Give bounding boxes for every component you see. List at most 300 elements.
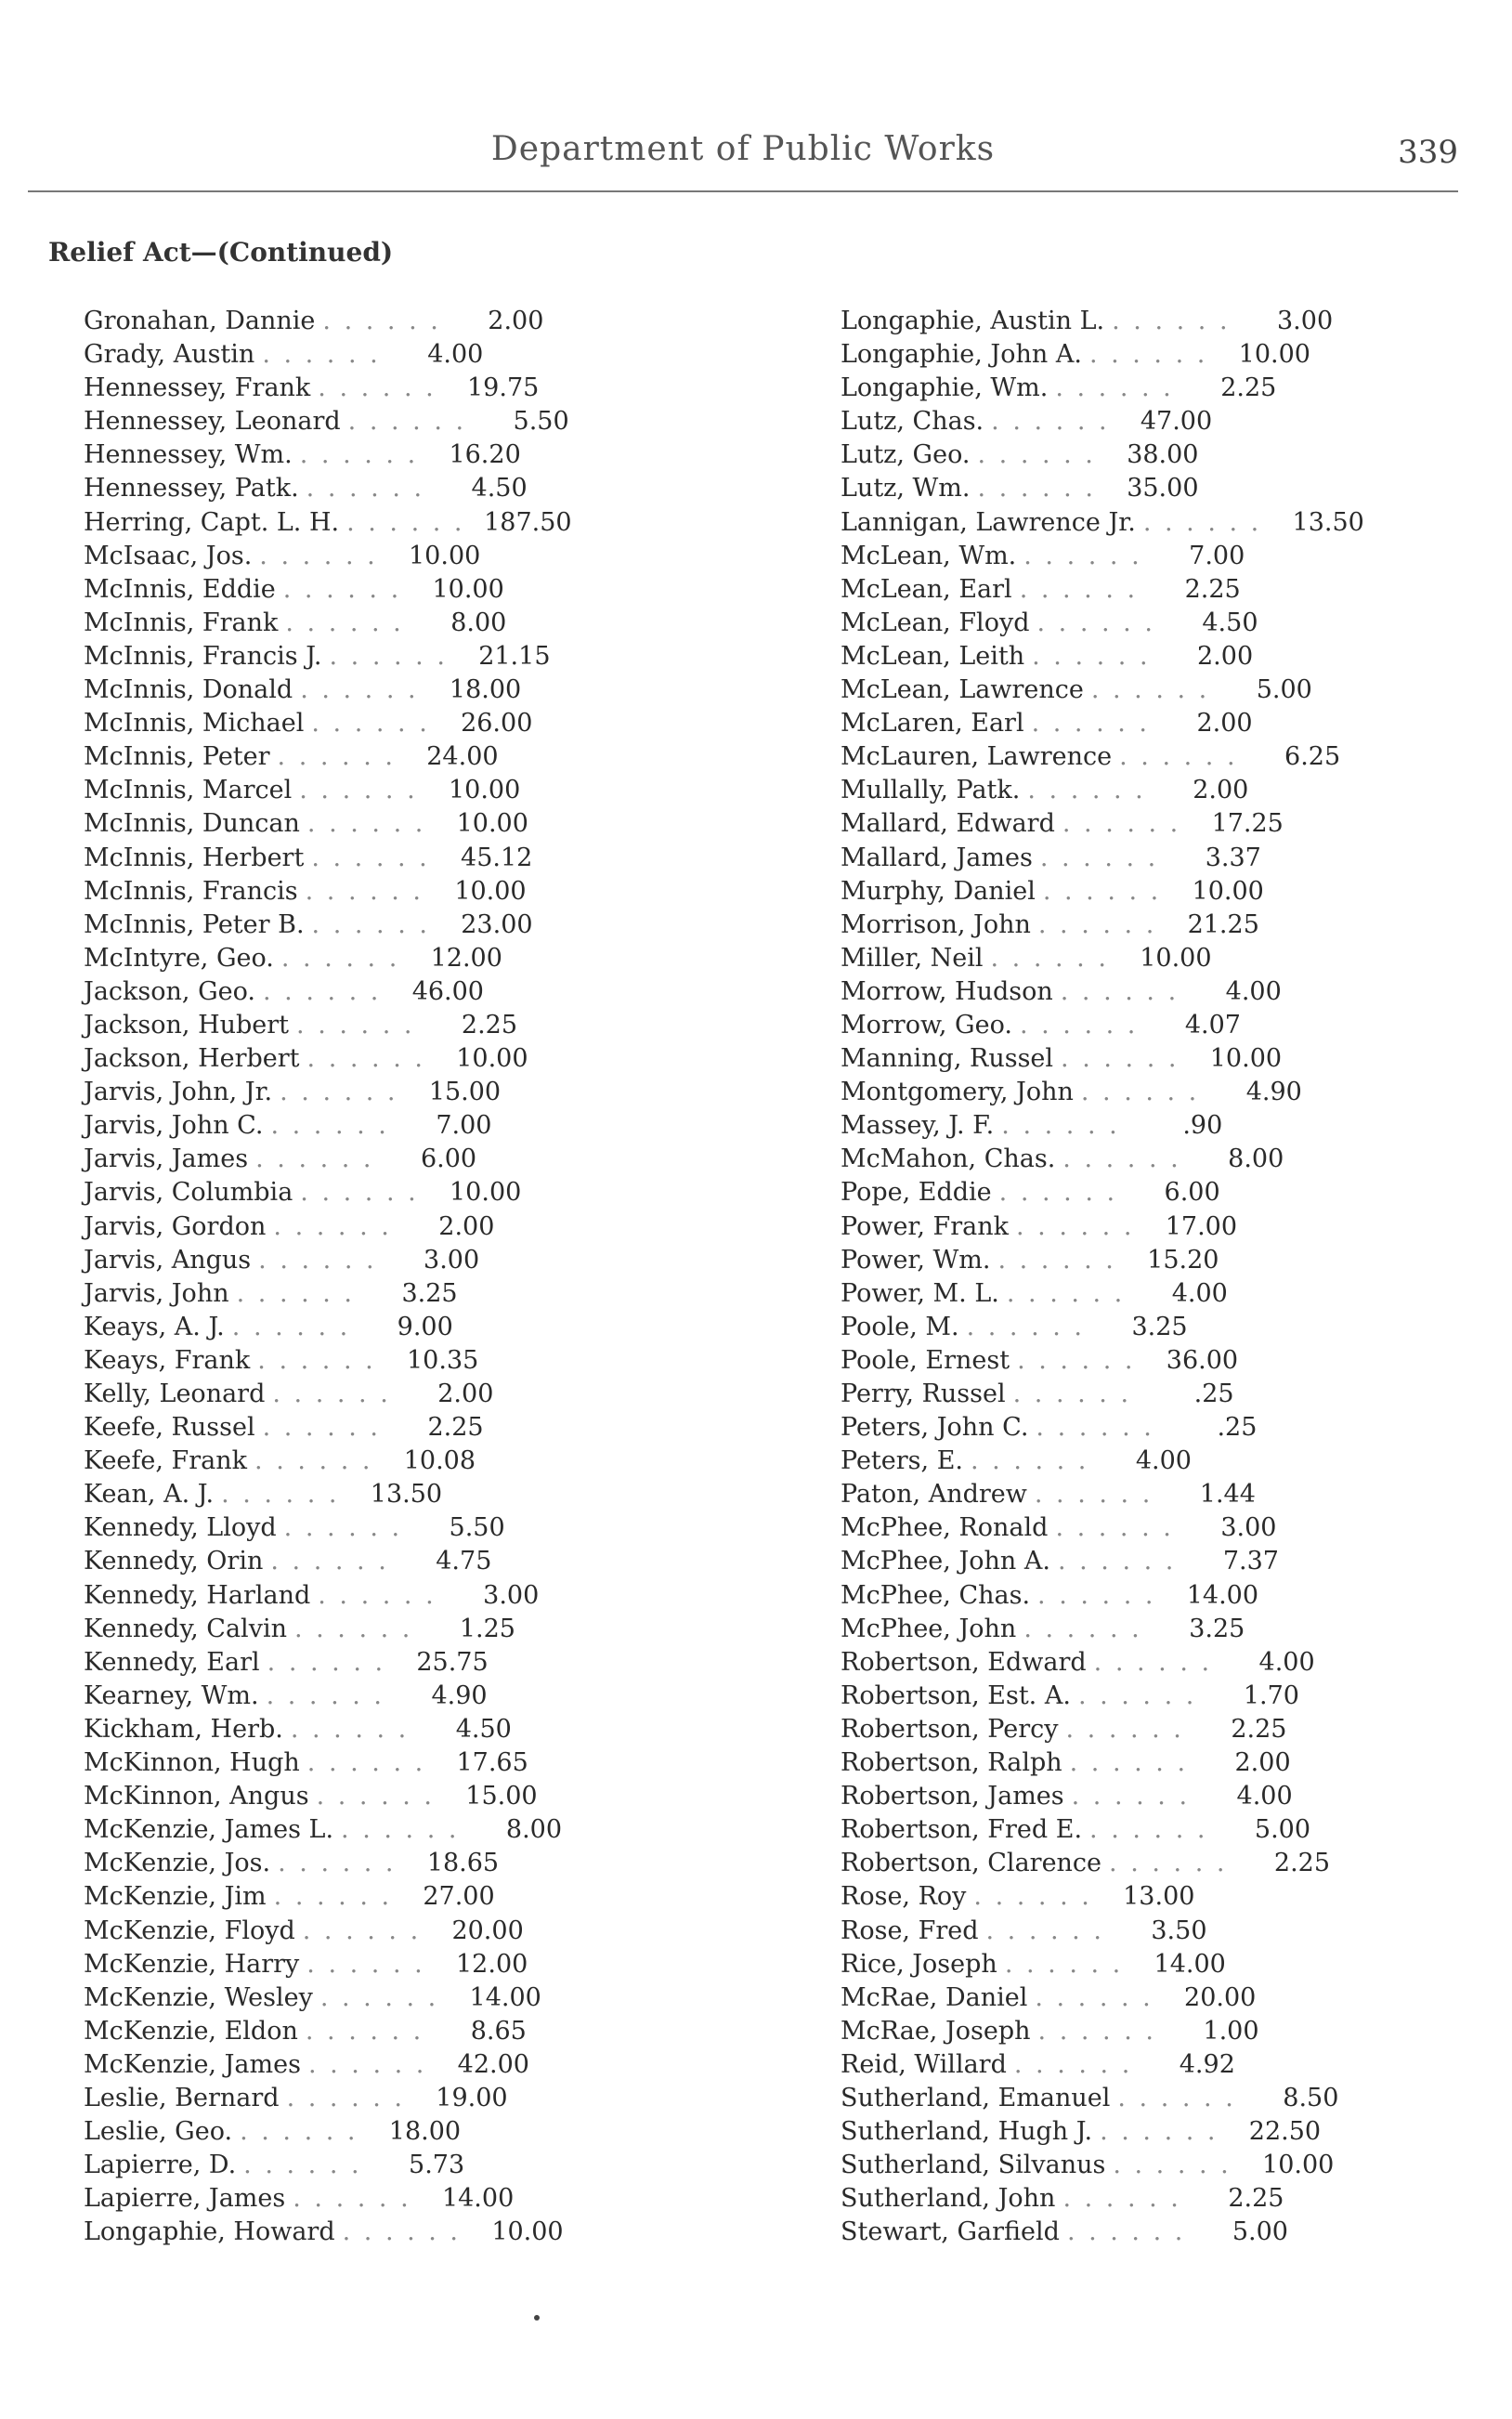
entry-amount: 2.25 [1231, 1714, 1287, 1744]
entry-name: McKinnon, Angus [84, 1782, 309, 1811]
dot-leader [221, 1478, 351, 1511]
dot-leader [293, 2182, 423, 2216]
dot-leader [1007, 1277, 1137, 1311]
entry-name: Lapierre, James [84, 2184, 286, 2214]
entry-amount: 1.00 [1203, 2016, 1259, 2046]
list-item [841, 2149, 1435, 2182]
dot-leader [1020, 573, 1150, 607]
list-item [84, 1042, 650, 1076]
entry-amount: 3.25 [1189, 1614, 1245, 1643]
list-item [84, 1009, 650, 1042]
entry-amount: .25 [1193, 1379, 1234, 1408]
dot-leader [1112, 305, 1242, 338]
list-item [841, 842, 1435, 875]
dot-leader [300, 438, 430, 472]
entry-name: McKenzie, Harry [84, 1949, 300, 1979]
entry-name: Hennessey, Wm. [84, 440, 293, 470]
entry-amount: 15.00 [465, 1782, 538, 1811]
entry-name: Jarvis, Angus [84, 1245, 252, 1275]
entry-amount: 4.50 [455, 1714, 512, 1744]
list-item [841, 1948, 1435, 1981]
entry-amount: 24.00 [426, 742, 499, 772]
entry-name: McInnis, Frank [84, 608, 279, 637]
entry-name: Murphy, Daniel [841, 876, 1036, 906]
entry-amount: 22.50 [1248, 2117, 1322, 2147]
entry-name: Stewart, Garfield [841, 2217, 1060, 2247]
entry-name: Rose, Roy [841, 1882, 967, 1912]
list-item [84, 338, 650, 372]
list-item [84, 1244, 650, 1277]
entry-amount: 47.00 [1140, 407, 1213, 437]
list-item [84, 1813, 650, 1847]
list-item [84, 807, 650, 841]
entry-amount: 26.00 [461, 709, 533, 739]
dot-leader [1078, 1680, 1208, 1713]
dot-leader [267, 1646, 398, 1680]
list-item [841, 405, 1435, 438]
list-item [84, 506, 650, 540]
entry-name: Longaphie, Austin L. [841, 307, 1105, 335]
entry-amount: 4.92 [1179, 2049, 1235, 2079]
entry-name: Kearney, Wm. [84, 1680, 259, 1710]
entry-name: Morrow, Geo. [841, 1010, 1012, 1040]
dot-leader [1032, 707, 1162, 740]
dot-leader [1061, 1042, 1191, 1076]
entry-amount: 4.50 [471, 474, 528, 503]
entry-amount: 8.00 [450, 608, 507, 637]
entry-amount: 8.00 [505, 1815, 563, 1845]
entry-name: McLean, Wm. [841, 541, 1017, 570]
entry-name: Hennessey, Patk. [84, 474, 299, 503]
entry-name: Lannigan, Lawrence Jr. [841, 507, 1136, 537]
entry-amount: 5.50 [449, 1513, 505, 1543]
dot-leader [262, 338, 392, 372]
entry-amount: 14.00 [1154, 1949, 1226, 1979]
list-item [84, 1311, 650, 1344]
list-item [84, 1746, 650, 1780]
dot-leader [1005, 1948, 1135, 1981]
entry-name: Massey, J. F. [841, 1111, 995, 1141]
list-item [84, 1579, 650, 1613]
dot-leader [307, 1746, 437, 1780]
entry-amount: 14.00 [441, 2184, 515, 2214]
dot-leader [237, 1277, 367, 1311]
entry-amount: 10.00 [1238, 340, 1310, 370]
entry-amount: 4.50 [1202, 608, 1258, 637]
entry-name: Rose, Fred [841, 1916, 979, 1945]
entry-name: Sutherland, John [841, 2184, 1056, 2214]
dot-leader [283, 573, 413, 607]
list-item [84, 2015, 650, 2048]
list-item [841, 1311, 1435, 1344]
entry-amount: 3.00 [483, 1580, 540, 1610]
list-item [84, 842, 650, 875]
entry-amount: 4.00 [427, 340, 484, 370]
entry-name: McLean, Earl [841, 574, 1012, 604]
dot-leader [257, 1344, 387, 1378]
entry-amount: 15.00 [428, 1078, 502, 1107]
entry-amount: .90 [1182, 1111, 1223, 1141]
entry-amount: 2.25 [1184, 574, 1241, 604]
entry-name: Robertson, Fred E. [841, 1815, 1083, 1845]
entry-amount: 7.00 [436, 1111, 492, 1141]
list-item [84, 1478, 650, 1511]
entry-amount: 187.50 [484, 507, 572, 537]
entry-amount: 36.00 [1166, 1345, 1239, 1375]
dot-leader [306, 2015, 436, 2048]
entry-amount: 10.00 [1262, 2151, 1335, 2180]
list-item [841, 1915, 1435, 1948]
left-column [84, 305, 650, 2249]
entry-name: McIntyre, Geo. [84, 943, 274, 973]
list-item [84, 372, 650, 405]
list-item [84, 707, 650, 740]
list-item [84, 1109, 650, 1143]
entry-amount: 1.25 [459, 1614, 515, 1643]
entry-name: Keefe, Frank [84, 1446, 248, 1476]
dot-leader [278, 1847, 408, 1880]
entry-amount: 35.00 [1127, 474, 1199, 503]
list-item [841, 1545, 1435, 1578]
dot-leader [977, 438, 1107, 472]
list-item [84, 1713, 650, 1746]
entry-name: McInnis, Marcel [84, 776, 293, 805]
dot-leader [991, 405, 1121, 438]
entry-name: Kennedy, Harland [84, 1580, 311, 1610]
entry-name: McInnis, Duncan [84, 809, 300, 839]
entry-amount: 23.00 [461, 909, 533, 939]
list-item [84, 2115, 650, 2149]
entry-amount: 18.00 [388, 2117, 462, 2147]
list-item [841, 1680, 1435, 1713]
entry-amount: 1.44 [1199, 1480, 1256, 1510]
list-item [84, 1511, 650, 1545]
dot-leader [294, 1613, 424, 1646]
entry-amount: 3.25 [401, 1278, 458, 1308]
entry-amount: 2.25 [461, 1010, 518, 1040]
entry-amount: 7.00 [1189, 541, 1245, 570]
entry-name: Power, Wm. [841, 1245, 991, 1275]
list-item [84, 2082, 650, 2115]
entry-name: McIsaac, Jos. [84, 541, 253, 570]
list-item [84, 438, 650, 472]
list-item [841, 1143, 1435, 1176]
dot-leader [1070, 1746, 1200, 1780]
list-item [84, 1915, 650, 1948]
entry-name: Robertson, Est. A. [841, 1680, 1071, 1710]
entry-amount: 14.00 [1186, 1580, 1259, 1610]
dot-leader [1143, 506, 1273, 540]
entry-amount: 2.00 [1193, 776, 1249, 805]
entry-name: Robertson, Ralph [841, 1748, 1062, 1778]
entry-name: Kean, A. J. [84, 1480, 215, 1510]
list-item [84, 305, 650, 338]
entry-amount: 20.00 [1184, 1982, 1257, 2012]
dot-leader [341, 1813, 471, 1847]
dot-leader [1027, 774, 1157, 807]
dot-leader [263, 975, 393, 1009]
entry-name: Miller, Neil [841, 943, 984, 973]
dot-leader [1065, 1713, 1195, 1746]
list-item [841, 673, 1435, 707]
entry-amount: 5.00 [1254, 1815, 1311, 1845]
dot-leader [348, 405, 478, 438]
entry-name: Lutz, Chas. [841, 407, 984, 437]
list-item [84, 909, 650, 942]
entry-name: McKenzie, James [84, 2049, 301, 2079]
dot-leader [986, 1915, 1116, 1948]
entry-amount: 21.15 [478, 641, 551, 671]
list-item [84, 1210, 650, 1244]
entry-amount: 6.25 [1284, 742, 1341, 772]
entry-name: Pope, Eddie [841, 1178, 992, 1208]
entry-amount: 2.00 [1197, 641, 1254, 671]
dot-leader [1035, 1981, 1165, 2015]
entry-name: McLaren, Earl [841, 709, 1024, 739]
entry-name: Kennedy, Lloyd [84, 1513, 277, 1543]
dot-leader [267, 1680, 397, 1713]
list-item [841, 640, 1435, 673]
list-item [84, 2182, 650, 2216]
list-item [84, 1646, 650, 1680]
dot-leader [1113, 2149, 1243, 2182]
list-item [84, 673, 650, 707]
list-item [841, 2115, 1435, 2149]
entry-name: Sutherland, Hugh J. [841, 2117, 1093, 2147]
list-item [841, 1411, 1435, 1445]
dot-leader [1062, 2182, 1193, 2216]
entry-amount: 10.00 [491, 2217, 564, 2247]
dot-leader [1014, 2048, 1144, 2082]
dot-leader [343, 2216, 473, 2249]
list-item [841, 909, 1435, 942]
entry-name: McInnis, Herbert [84, 843, 305, 872]
list-item [84, 1545, 650, 1578]
dot-leader [997, 1244, 1127, 1277]
entry-amount: 21.25 [1187, 909, 1259, 939]
dot-leader [1058, 1545, 1188, 1578]
dot-leader [1100, 2115, 1230, 2149]
entry-amount: 13.50 [370, 1480, 443, 1510]
entry-name: Robertson, James [841, 1782, 1064, 1811]
entry-amount: 2.00 [1234, 1748, 1291, 1778]
list-item [84, 1076, 650, 1109]
list-item [84, 942, 650, 975]
entry-name: McKenzie, Eldon [84, 2016, 298, 2046]
entry-name: McKenzie, Jos. [84, 1849, 271, 1878]
list-item [84, 1948, 650, 1981]
entry-name: Mallard, Edward [841, 809, 1055, 839]
entry-name: Poole, M. [841, 1312, 959, 1341]
dot-leader [1061, 975, 1191, 1009]
entry-amount: 10.00 [456, 809, 528, 839]
entry-amount: 7.37 [1222, 1547, 1279, 1576]
entry-amount: 2.00 [488, 307, 544, 335]
entry-name: McInnis, Peter [84, 742, 270, 772]
dot-leader [1094, 1646, 1224, 1680]
entry-name: Keefe, Russel [84, 1413, 255, 1443]
dot-leader [318, 372, 448, 405]
entry-name: McMahon, Chas. [841, 1144, 1056, 1174]
entry-amount: 2.25 [1220, 373, 1277, 403]
list-item [841, 875, 1435, 909]
dot-leader [243, 2149, 373, 2182]
entry-amount: 38.00 [1127, 440, 1199, 470]
entry-amount: 10.00 [1209, 1044, 1283, 1074]
dot-leader [291, 1713, 421, 1746]
list-item [841, 1713, 1435, 1746]
entry-name: McRae, Joseph [841, 2016, 1031, 2046]
dot-leader [991, 942, 1121, 975]
entry-name: Sutherland, Emanuel [841, 2083, 1111, 2112]
dot-leader [255, 1143, 385, 1176]
entry-name: Morrison, John [841, 909, 1031, 939]
list-item [84, 1411, 650, 1445]
list-item [841, 305, 1435, 338]
list-item [84, 1344, 650, 1378]
entry-name: Manning, Russel [841, 1044, 1054, 1074]
dot-leader [1089, 338, 1219, 372]
list-item [84, 2149, 650, 2182]
dot-leader [300, 673, 430, 707]
dot-leader [971, 1445, 1101, 1478]
entry-amount: 1.70 [1243, 1680, 1299, 1710]
entry-name: McPhee, Ronald [841, 1513, 1049, 1543]
entry-name: Robertson, Edward [841, 1647, 1087, 1677]
list-item [841, 1579, 1435, 1613]
entry-amount: 5.73 [409, 2151, 465, 2180]
entry-name: McPhee, John A. [841, 1547, 1050, 1576]
list-item [84, 875, 650, 909]
entry-name: Leslie, Geo. [84, 2117, 233, 2147]
dot-leader [330, 640, 460, 673]
entry-amount: 12.00 [456, 1949, 528, 1979]
entry-amount: 4.07 [1184, 1010, 1241, 1040]
list-item [841, 1176, 1435, 1210]
dot-leader [1020, 1009, 1150, 1042]
list-item [841, 1009, 1435, 1042]
dot-leader [1055, 372, 1185, 405]
list-item [84, 540, 650, 573]
list-item [841, 1244, 1435, 1277]
entry-name: Lutz, Wm. [841, 474, 971, 503]
list-item [841, 1780, 1435, 1813]
dot-leader [278, 740, 408, 774]
page-header [28, 130, 1458, 186]
entry-name: Hennessey, Frank [84, 373, 311, 403]
dot-leader [1037, 607, 1167, 640]
entry-amount: 6.00 [1164, 1178, 1220, 1208]
entry-name: Leslie, Bernard [84, 2083, 280, 2112]
entry-name: Robertson, Percy [841, 1714, 1059, 1744]
entry-amount: 10.00 [432, 574, 504, 604]
entry-amount: 13.00 [1123, 1882, 1195, 1912]
list-item [841, 1813, 1435, 1847]
list-item [84, 1613, 650, 1646]
dot-leader [999, 1176, 1129, 1210]
entry-name: Kickham, Herb. [84, 1714, 283, 1744]
list-item [841, 540, 1435, 573]
dot-leader [967, 1311, 1097, 1344]
entry-amount: 3.50 [1151, 1916, 1207, 1945]
entry-name: Sutherland, Silvanus [841, 2151, 1106, 2180]
entry-name: Jackson, Geo. [84, 976, 255, 1006]
dot-leader [973, 1880, 1103, 1914]
dot-leader [306, 875, 436, 909]
entry-amount: 5.00 [1232, 2217, 1288, 2247]
entry-name: Power, M. L. [841, 1278, 999, 1308]
entry-amount: 8.00 [1228, 1144, 1284, 1174]
entry-amount: 15.20 [1147, 1245, 1219, 1275]
entry-name: McKenzie, James L. [84, 1815, 334, 1845]
list-item [841, 1344, 1435, 1378]
dot-leader [1089, 1813, 1219, 1847]
entry-amount: 27.00 [423, 1882, 495, 1912]
entry-name: Paton, Andrew [841, 1480, 1027, 1510]
entry-amount: 17.00 [1165, 1211, 1238, 1241]
entry-amount: .25 [1217, 1413, 1258, 1443]
entry-name: Grady, Austin [84, 340, 255, 370]
right-column [841, 305, 1435, 2249]
entry-amount: 6.00 [420, 1144, 477, 1174]
list-item [84, 405, 650, 438]
header-rule [28, 190, 1458, 192]
entry-name: Perry, Russel [841, 1379, 1006, 1408]
list-item [841, 1847, 1435, 1880]
entry-amount: 10.00 [1192, 876, 1264, 906]
dot-leader [1035, 1478, 1165, 1511]
entry-amount: 19.75 [467, 373, 540, 403]
dot-leader [307, 807, 437, 841]
entry-name: Longaphie, Howard [84, 2217, 335, 2247]
entry-amount: 3.00 [1277, 307, 1334, 335]
entry-name: Keays, A. J. [84, 1312, 225, 1341]
entry-amount: 4.00 [1258, 1647, 1315, 1677]
dot-leader [300, 1176, 430, 1210]
dot-leader [258, 1244, 388, 1277]
entry-name: McInnis, Donald [84, 675, 293, 705]
entry-name: Gronahan, Dannie [84, 307, 316, 335]
list-item [84, 1176, 650, 1210]
list-item [841, 1042, 1435, 1076]
entry-amount: 3.25 [1131, 1312, 1188, 1341]
list-item [84, 1847, 650, 1880]
list-item [84, 1277, 650, 1311]
list-item [84, 740, 650, 774]
entry-name: Morrow, Hudson [841, 976, 1053, 1006]
page-title: Department of Public Works [490, 130, 996, 168]
dot-leader [978, 472, 1108, 505]
entry-name: McInnis, Francis J. [84, 641, 322, 671]
entry-amount: 8.50 [1283, 2083, 1339, 2112]
list-item [841, 740, 1435, 774]
entry-name: Jarvis, John, Jr. [84, 1078, 273, 1107]
dot-leader [1117, 2082, 1247, 2115]
entry-name: Keays, Frank [84, 1345, 251, 1375]
entry-name: Jarvis, John [84, 1278, 229, 1308]
entry-name: Mallard, James [841, 843, 1033, 872]
entry-name: Hennessey, Leonard [84, 407, 341, 437]
entry-amount: 10.35 [407, 1345, 479, 1375]
dot-leader [287, 2082, 417, 2115]
list-item [84, 1780, 650, 1813]
list-item [841, 1445, 1435, 1478]
entry-name: McLean, Floyd [841, 608, 1030, 637]
page-number: 339 [1398, 134, 1458, 171]
dot-leader [1091, 673, 1221, 707]
entry-amount: 18.65 [426, 1849, 500, 1878]
entry-amount: 10.00 [448, 776, 521, 805]
